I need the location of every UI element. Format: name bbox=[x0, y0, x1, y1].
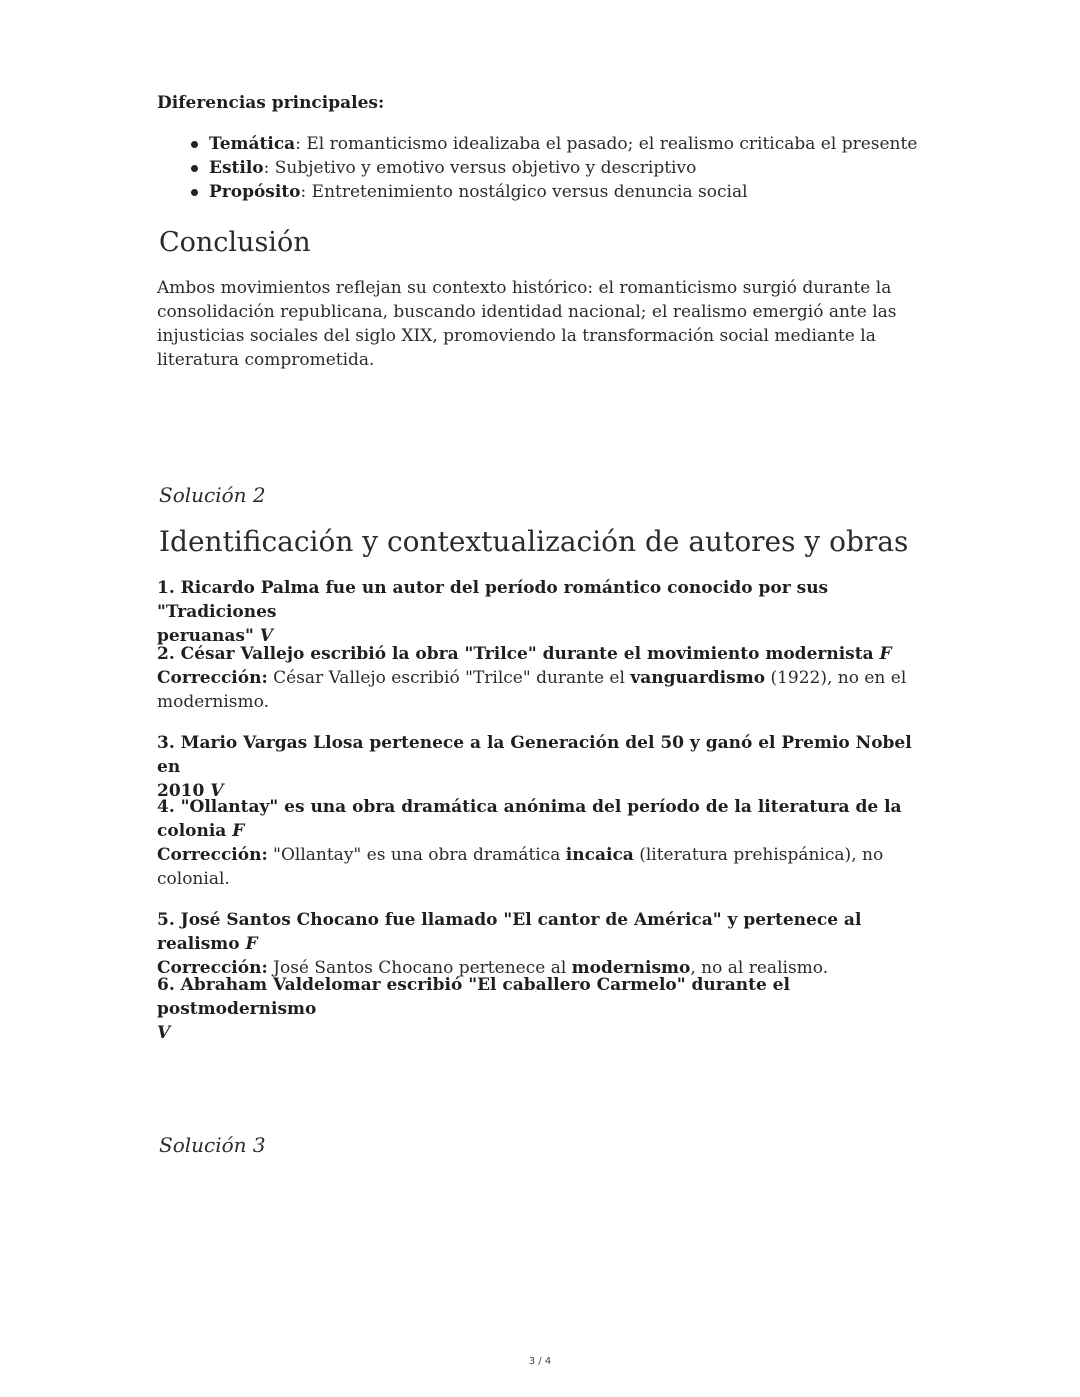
answer-mark: V bbox=[210, 781, 224, 801]
answer-mark: F bbox=[232, 821, 245, 841]
question-1 bbox=[157, 576, 927, 648]
question-text: 4. "Ollantay" es una obra dramática anónima del período de la literatura de la bbox=[157, 797, 902, 817]
question-text: 2. César Vallejo escribió la obra "Trilce" durante el movimiento modernista bbox=[157, 644, 880, 664]
correction-label: Corrección: bbox=[157, 668, 268, 688]
solution-2-heading: Identificación y contextualización de autores y obras bbox=[159, 525, 909, 558]
answer-mark: V bbox=[157, 1023, 171, 1043]
correction-text: César Vallejo escribió "Trilce" durante el bbox=[267, 668, 631, 688]
question-text: 5. José Santos Chocano fue llamado "El cantor de América" y pertenece al realismo bbox=[157, 910, 862, 954]
question-text: 6. Abraham Valdelomar escribió "El caballero Carmelo" durante el postmodernismo bbox=[157, 975, 790, 1019]
correction-keyword: incaica bbox=[565, 845, 634, 865]
question-text: 3. Mario Vargas Llosa pertenece a la Generación del 50 y ganó el Premio Nobel en bbox=[157, 733, 912, 777]
correction-label: Corrección: bbox=[157, 958, 268, 978]
differences-list bbox=[157, 132, 927, 204]
answer-mark: F bbox=[245, 934, 258, 954]
question-text: 1. Ricardo Palma fue un autor del período romántico conocido por sus "Tradiciones bbox=[157, 578, 829, 622]
question-3 bbox=[157, 731, 927, 803]
correction-text: , no al realismo. bbox=[690, 958, 829, 978]
conclusion-paragraph bbox=[157, 276, 927, 372]
question-6 bbox=[157, 973, 927, 1045]
list-item bbox=[157, 132, 927, 156]
bullet-icon bbox=[191, 141, 198, 148]
bullet-icon bbox=[191, 189, 198, 196]
item-text: : Subjetivo y emotivo versus objetivo y descriptivo bbox=[263, 158, 697, 178]
item-term: Temática bbox=[209, 134, 296, 154]
question-4 bbox=[157, 795, 927, 891]
differences-label: Diferencias principales: bbox=[157, 93, 385, 113]
solution-3-label: Solución 3 bbox=[159, 1133, 266, 1157]
correction-keyword: vanguardismo bbox=[630, 668, 766, 688]
correction-text: modernismo. bbox=[157, 692, 269, 712]
solution-2-label: Solución 2 bbox=[159, 483, 266, 507]
paragraph-line: Ambos movimientos reflejan su contexto histórico: el romanticismo surgió durante la bbox=[157, 278, 892, 298]
paragraph-line: consolidación republicana, buscando identidad nacional; el realismo emergió ante las bbox=[157, 302, 897, 322]
list-item bbox=[157, 156, 927, 180]
item-term: Propósito bbox=[209, 182, 301, 202]
correction-keyword: modernismo bbox=[571, 958, 691, 978]
question-2 bbox=[157, 642, 927, 714]
correction-text: (literatura prehispánica), no bbox=[633, 845, 884, 865]
correction-text: José Santos Chocano pertenece al bbox=[267, 958, 572, 978]
conclusion-heading: Conclusión bbox=[159, 227, 311, 258]
list-item bbox=[157, 180, 927, 204]
item-text: : El romanticismo idealizaba el pasado; el realismo criticaba el presente bbox=[295, 134, 918, 154]
answer-mark: F bbox=[879, 644, 892, 664]
question-text: 2010 bbox=[157, 781, 211, 801]
correction-text: "Ollantay" es una obra dramática bbox=[267, 845, 566, 865]
page-number: 3 / 4 bbox=[528, 1356, 552, 1367]
question-text: colonia bbox=[157, 821, 233, 841]
item-term: Estilo bbox=[209, 158, 264, 178]
question-5 bbox=[157, 908, 927, 980]
paragraph-line: literatura comprometida. bbox=[157, 350, 375, 370]
paragraph-line: injusticias sociales del siglo XIX, promoviendo la transformación social mediante la bbox=[157, 326, 876, 346]
correction-label: Corrección: bbox=[157, 845, 268, 865]
item-text: : Entretenimiento nostálgico versus denuncia social bbox=[300, 182, 748, 202]
answer-mark: V bbox=[259, 626, 273, 646]
correction-text: (1922), no en el bbox=[765, 668, 907, 688]
question-text: peruanas" bbox=[157, 626, 260, 646]
bullet-icon bbox=[191, 165, 198, 172]
correction-text: colonial. bbox=[157, 869, 230, 889]
